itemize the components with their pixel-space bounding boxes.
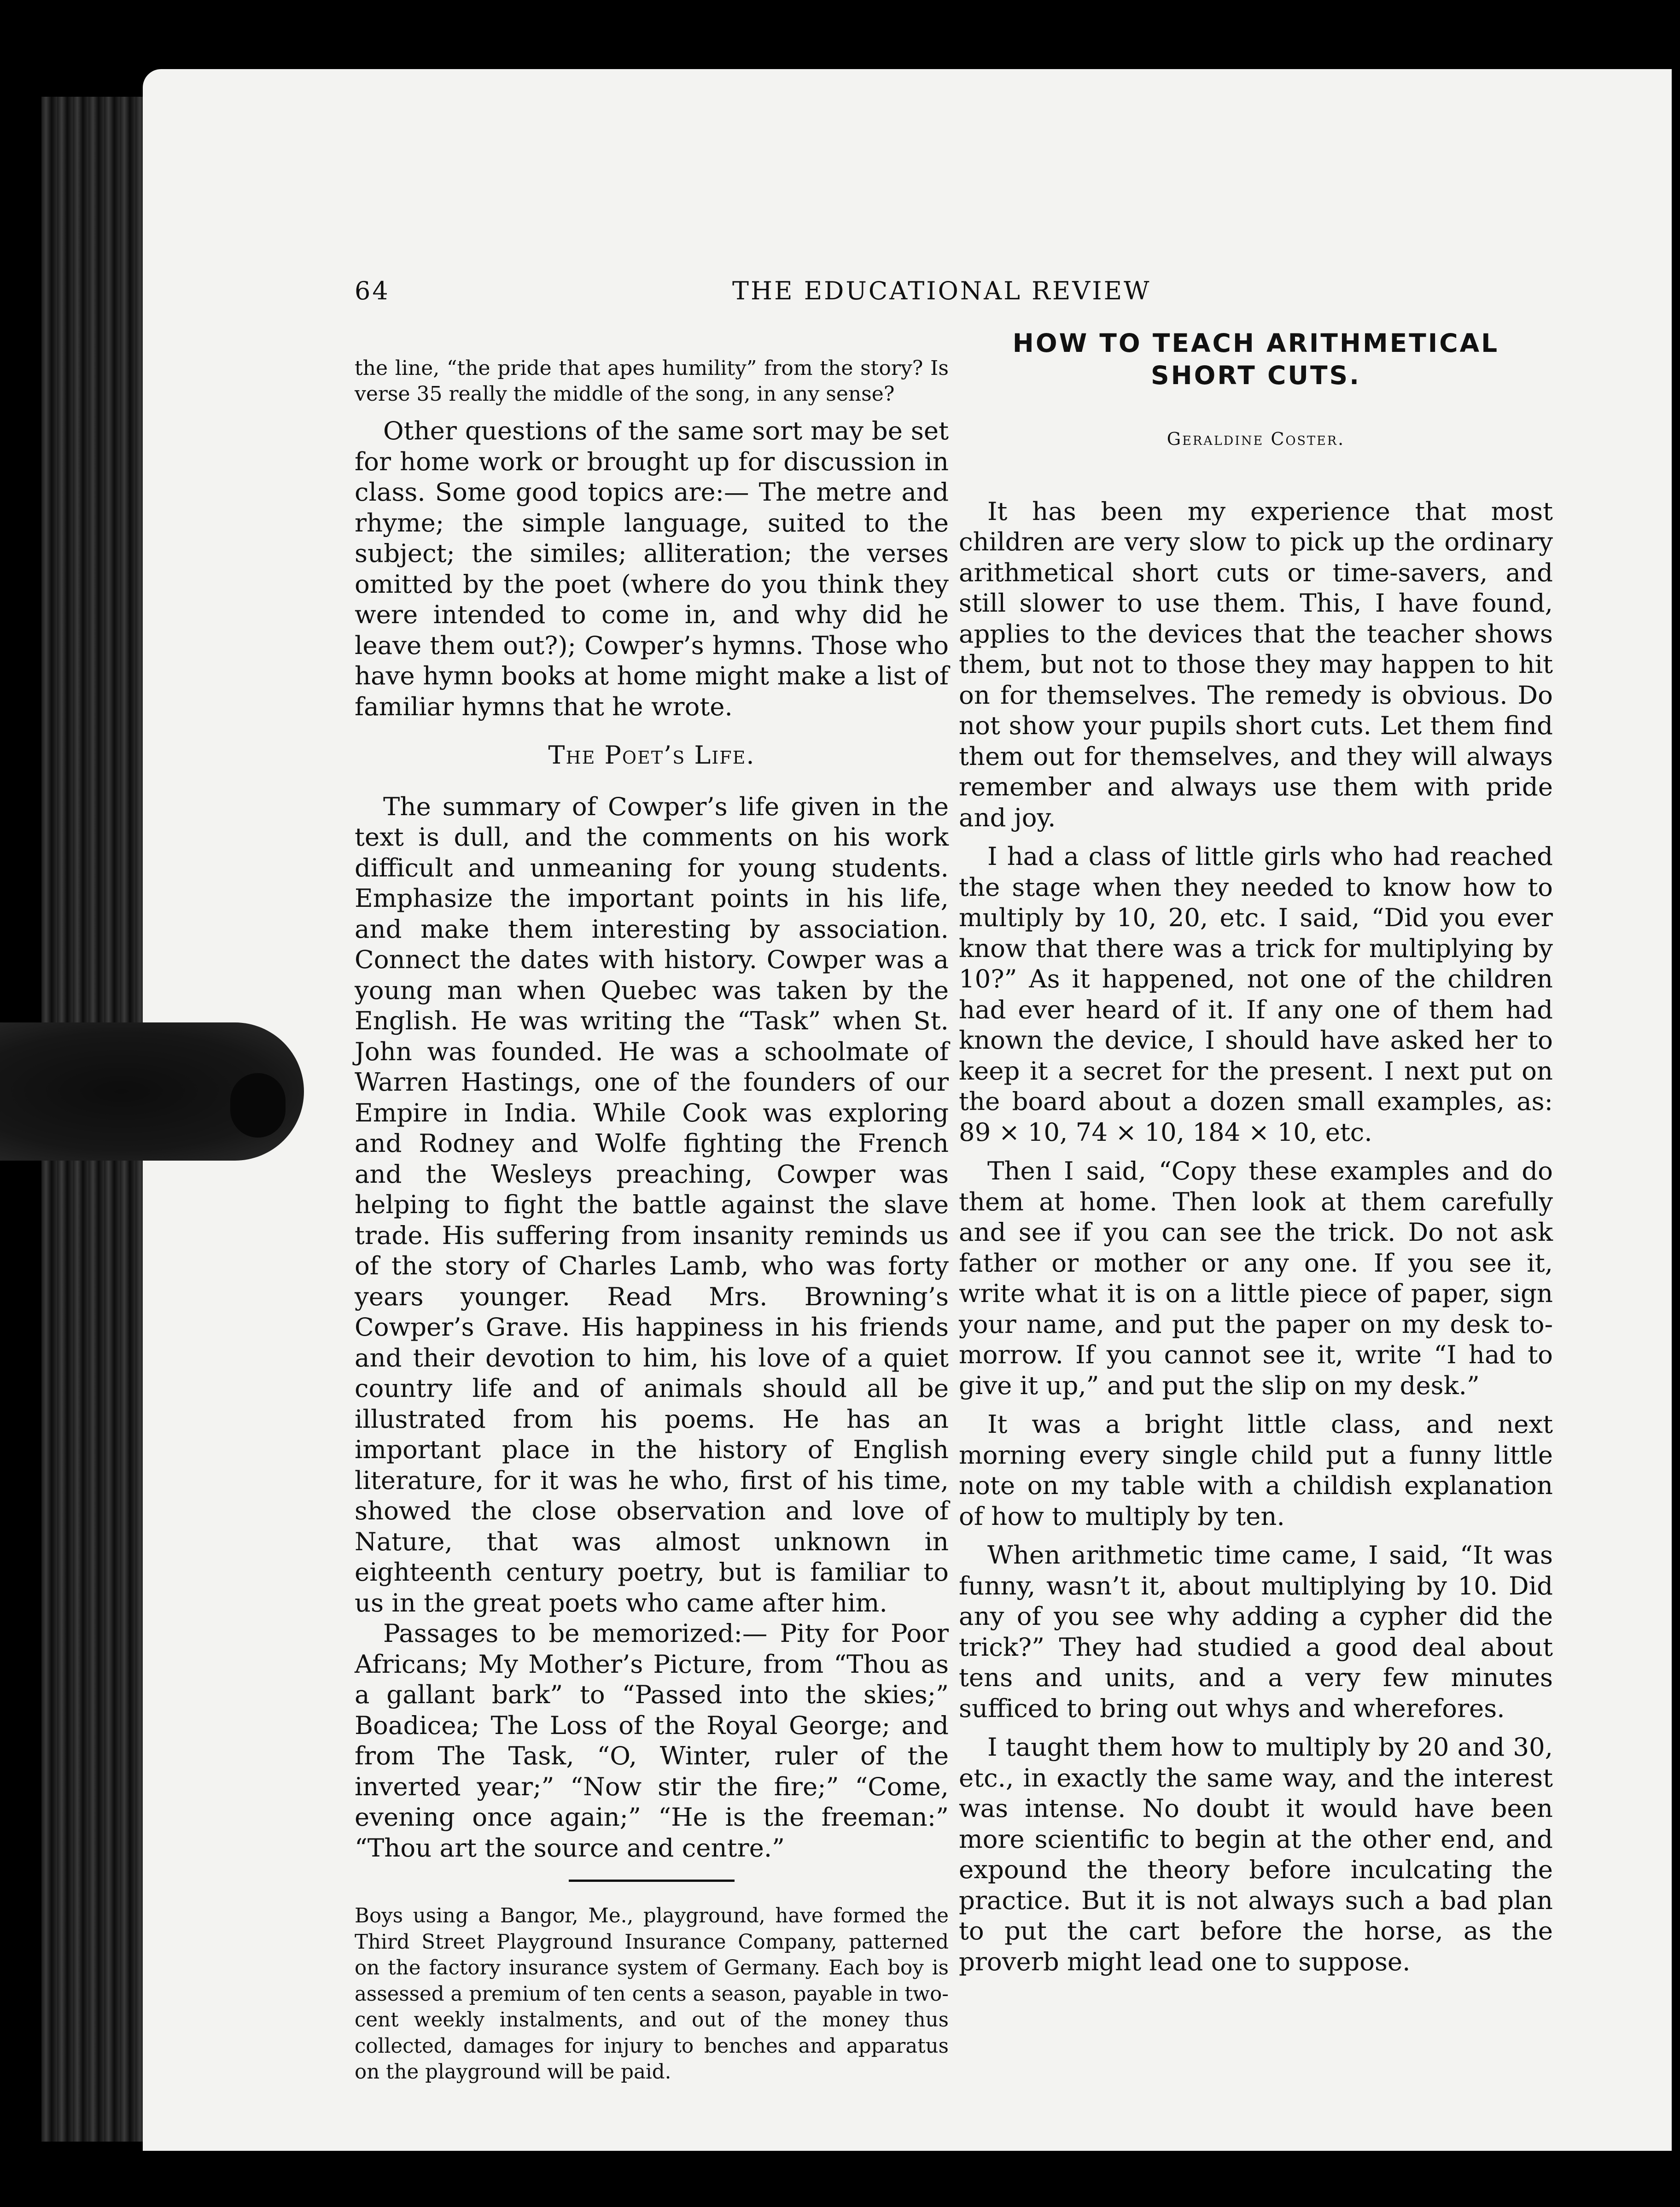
footnote-playground: Boys using a Bangor, Me., playground, have formed the Third Street Playground Insurance Company, patterned on the factory insurance system of Germany. Each boy is assessed a premium of ten cents a season, payable in two-cent weekly instalments, and out of the money thus collected, damages for injury to benches and apparatus on the playground will be paid. [355, 1904, 949, 2084]
article-paragraph: It was a bright little class, and next morning every single child put a funny little note on my table with a childish explanation of how to multiply by ten. [959, 1409, 1553, 1531]
article-paragraph: Then I said, “Copy these examples and do them at home. Then look at them carefully and see if you can see the trick. Do not ask father or mother or any one. If you see it, write what it is on a little piece of paper, sign your name, and put the paper on my desk to-morrow. If you cannot see it, write “I had to give it up,” and put the slip on my desk.” [959, 1156, 1553, 1400]
page-number: 64 [355, 276, 390, 305]
running-head: THE EDUCATIONAL REVIEW [732, 276, 1151, 305]
article-title: HOW TO TEACH ARITHMETICAL SHORT CUTS. [1012, 328, 1499, 390]
article-byline: Geraldine Coster. [1167, 429, 1345, 449]
paragraph-poets-life: The summary of Cowper’s life given in the text is dull, and the comments on his work difficult and unmeaning for young students. Emphasize the important points in his life, and make them interesting by association. Connect the dates with history. Cowper was a young man when Quebec was taken by the English. He was writing the “Task” when St. John was founded. He was a schoolmate of Warren Hastings, one of the founders of our Empire in India. While Cook was exploring and Rodney and Wolfe fighting the French and the Wesleys preaching, Cowper was helping to fight the battle against the slave trade. His suffering from insanity reminds us of the story of Charles Lamb, who was forty years younger. Read Mrs. Browning’s Cowper’s Grave. His happiness in his friends and their devotion to him, his love of a quiet country life and of animals should all be illustrated from his poems. He has an important place in the history of English literature, for it was he who, first of his time, showed the close observation and love of Nature, that was almost unknown in eighteenth century poetry, but is familiar to us in the great poets who came after him. [355, 791, 949, 1617]
article-paragraph: When arithmetic time came, I said, “It was funny, wasn’t it, about multiplying by 10. Did any of you see why adding a cypher did the trick?” They had studied a good deal about tens and units, and a very few minutes sufficed to bring out whys and wherefores. [959, 1540, 1553, 1723]
right-column [959, 327, 1553, 1985]
paragraph-passages: Passages to be memorized:— Pity for Poor Africans; My Mother’s Picture, from “Thou as a gallant bark” to “Passed into the skies;” Boadicea; The Loss of the Royal George; and from The Task, “O, Winter, ruler of the inverted year;” “Now stir the fire;” “Come, evening once again;” “He is the freeman:” “Thou art the source and centre.” [355, 1618, 949, 1863]
left-column [355, 356, 949, 2085]
paragraph-topics: Other questions of the same sort may be set for home work or brought up for discussion in class. Some good topics are:— The metre and rhyme; the simple language, suited to the subject; the similes; alliteration; the verses omitted by the poet (where do you think they were intended to come in, and why did he leave them out?); Cowper’s hymns. Those who have hymn books at home might make a list of familiar hymns that he wrote. [355, 416, 949, 721]
divider-rule [569, 1880, 735, 1882]
section-heading-poets-life: The Poet’s Life. [548, 741, 755, 770]
continuation-text: the line, “the pride that apes humility” from the story? Is verse 35 really the middle of the song, in any sense? [355, 356, 949, 406]
article-paragraph: It has been my experience that most children are very slow to pick up the ordinary arithmetical short cuts or time-savers, and still slower to use them. This, I have found, applies to the devices that the teacher shows them, but not to those they may happen to hit on for themselves. The remedy is obvious. Do not show your pupils short cuts. Let them find them out for themselves, and they will always remember and always use them with pride and joy. [959, 496, 1553, 832]
article-paragraph: I taught them how to multiply by 20 and 30, etc., in exactly the same way, and the interest was intense. No doubt it would have been more scientific to begin at the other end, and expound the theory before inculcating the practice. But it is not always such a bad plan to put the cart before the horse, as the proverb might lead one to suppose. [959, 1732, 1553, 1976]
thumb-tip [230, 1073, 286, 1138]
article-paragraph: I had a class of little girls who had reached the stage when they needed to know how to multiply by 10, 20, etc. I said, “Did you ever know that there was a trick for multiplying by 10?” As it happened, not one of the children had ever heard of it. If any one of them had known the device, I should have asked her to keep it a secret for the present. I next put on the board about a dozen small examples, as: 89 × 10, 74 × 10, 184 × 10, etc. [959, 841, 1553, 1147]
